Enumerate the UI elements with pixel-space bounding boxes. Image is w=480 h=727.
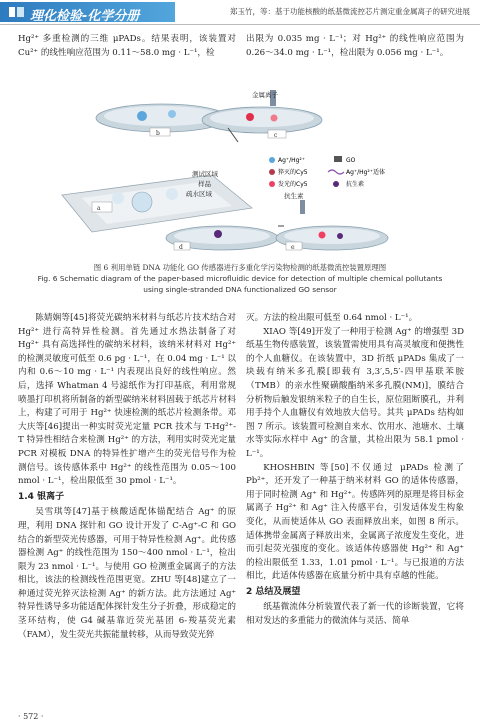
figure-6 xyxy=(22,90,458,258)
top-left-text xyxy=(18,33,236,60)
header-divider xyxy=(0,24,480,25)
label-e: e xyxy=(291,244,295,251)
legend-antibiotic: 抗生素 xyxy=(346,181,365,188)
antibiotic-dropper xyxy=(284,191,305,214)
journal-name: 理化检验-化学分册 xyxy=(30,9,140,24)
caption-en-1: Fig. 6 Schematic diagram of the paper-based microfluidic device for detection of multiple chemical pollutants xyxy=(37,274,443,283)
paragraph: 陈婧娴等[45]将荧光碳纳米材料与纸芯片技术结合对 Hg²⁺ 进行高特异性检测。首先通过水热法制备了对 Hg²⁺ 具有高选择性的碳纳米材料，该纳米材料对 Hg²⁺ 的检测灵敏度可低至 0.6 pg · L⁻¹，在 0.04 mg · L⁻¹ 以内和 0.6～10 mg · L⁻¹ 内表现出良好的线性响应。然后，选择 Whatman 4 号滤纸作为打印基底，利用常规喷墨打印机将所制备的新型碳纳米材料固载于纸芯片材料上，构建了可用于 Hg²⁺ 快速检测的纸芯片检测条带。邓大庆等[46]提出一种实时荧光定量 PCR 技术与 T-Hg²⁺-T 特异性相结合来检测 Hg²⁺ 的方法，利用实时荧光定量 PCR 对模板 DNA 的特异性扩增产生的荧光信号作为检测信号。该传感体系中 Hg²⁺ 的线性范围为 0.05～100 nmol · L⁻¹，检出限低至 30 pmol · L⁻¹。 xyxy=(18,313,237,487)
top-right-text xyxy=(246,33,464,60)
caption-en-2: using single-stranded DNA functionalized GO sensor xyxy=(143,285,337,294)
paragraph: 吴雪琪等[47]基于核酸适配体锚配结合 Ag⁺ 的原理，利用 DNA 探针和 GO 设计开发了 C-Ag⁺-C 和 GO 结合的新型荧光传感器，可用于特异性检测 Ag⁺。此传感器检测 Ag⁺ 的线性范围为 150～400 nmol · L⁻¹，检出限为 23 nmol · L⁻¹。与使用 GO 检测重金属离子的方法相比，该法的检测线性范围更宽。ZHU 等[48]建立了一种通过荧光猝灭法检测 Ag⁺ 的新方法。此方法通过 Ag⁺ 特异性诱导多功能适配体探针发生分子折叠，形成稳定的茎环结构，使 G4 碱基靠近荧光基团 6-羧基荧光素（FAM），发生荧光共振能量转移，从而导致荧光猝 xyxy=(18,507,236,640)
paragraph: 纸基微流体分析装置代表了新一代的诊断装置，它将相对发达的多重能力的微流体与灵活、简单 xyxy=(246,602,464,627)
hydrophobic-area-label: 疏水区域 xyxy=(186,190,212,198)
legend-ag-hg: Ag⁺/Hg²⁺ xyxy=(278,157,305,164)
test-area-label: 测试区域 xyxy=(192,170,218,178)
paragraph: 灭。方法的检出限可低至 0.64 nmol · L⁻¹。 xyxy=(246,313,418,323)
journal-logo-icon xyxy=(8,5,26,19)
metal-ion-label: 金属离子 xyxy=(252,91,278,99)
panel-a xyxy=(62,169,252,232)
running-header xyxy=(0,0,480,24)
label-c: c xyxy=(274,132,278,139)
running-title: 郑玉竹，等：基于功能核酸的纸基微流控芯片测定重金属离子的研究进展 xyxy=(230,7,470,16)
section-heading: 2 总结及展望 xyxy=(246,586,301,597)
caption-cn: 图 6 利用单链 DNA 功能化 GO 传感器进行多重化学污染物检测的纸基微流控装置原理图 xyxy=(93,263,387,272)
section-heading: 1.4 银离子 xyxy=(18,491,65,502)
paragraph: KHOSHBIN 等[50]不仅通过 μPADs 检测了 Pb²⁺，还开发了一种基于纳米材料 GO 的适体传感器，用于同时检测 Ag⁺ 和 Hg²⁺。传感阵列的原理是将目标金属离子 Hg²⁺ 和 Ag⁺ 注入传感平台，引发适体发生构象变化，从而使适体从 GO 表面释放出来，如图 8 所示。适体携带金属离子释放出来，金属离子浓度发生变化，进而引起荧光强度的变化。该适体传感器使 Hg²⁺ 和 Ag⁺ 的检出限低至 1.33，1.01 pmol · L⁻¹。与已报道的方法相比，此适体传感器在底量分析中具有卓越的性能。 xyxy=(246,462,464,582)
figure-caption xyxy=(22,262,458,295)
panel-e xyxy=(276,226,388,251)
legend-quenched: 猝灭的Cy5 xyxy=(278,169,308,176)
label-d: d xyxy=(179,244,183,251)
legend-aptamer: Ag⁺/Hg²⁺适体 xyxy=(346,169,385,176)
panel-c xyxy=(202,107,322,139)
figure-legend xyxy=(269,156,385,188)
label-a: a xyxy=(97,205,101,212)
antibiotic-label: 抗生素 xyxy=(284,192,304,200)
paragraph: Hg²⁺ 多重检测的三维 μPADs。结果表明，该装置对 Cu²⁺ 的线性响应范围为 0.11～58.0 mg · L⁻¹，检 xyxy=(18,34,236,58)
page-number: · 572 · xyxy=(18,712,44,721)
paragraph: 出限为 0.035 mg · L⁻¹；对 Hg²⁺ 的线性响应范围为 0.26～34.0 mg · L⁻¹，检出限为 0.056 mg · L⁻¹。 xyxy=(246,34,464,58)
panel-d xyxy=(166,226,278,251)
legend-fluor: 发光的Cy5 xyxy=(278,181,308,188)
right-column xyxy=(246,312,464,629)
journal-banner xyxy=(0,2,175,22)
legend-go: GO xyxy=(346,157,356,164)
left-column xyxy=(18,312,236,642)
sample-label: 样品 xyxy=(198,180,211,188)
metal-ion-dropper xyxy=(252,90,279,106)
paragraph: XIAO 等[49]开发了一种用于检测 Ag⁺ 的增强型 3D 纸基生物传感装置，该装置需使用具有高灵敏度和便携性的个人血糖仪。在该装置中，3D 折纸 μPADs 集成了一块载有纳米多孔膜[即载有 3,3′,5,5′-四甲基联苯胺（TMB）的亲水性聚磺酸酯纳米多孔膜(NM)]，膜结合分析物后触发银纳米粒子的自生长，原位阻断膜孔，并利用手持个人血糖仪有效地放大信号。其共 μPADs 结构如图 7 所示。该装置可检测自来水、饮用水、池塘水、土壤水等实际水样中 Ag⁺ 的含量，其检出限为 58.1 pmol · L⁻¹。 xyxy=(246,326,464,459)
label-b: b xyxy=(156,130,160,137)
